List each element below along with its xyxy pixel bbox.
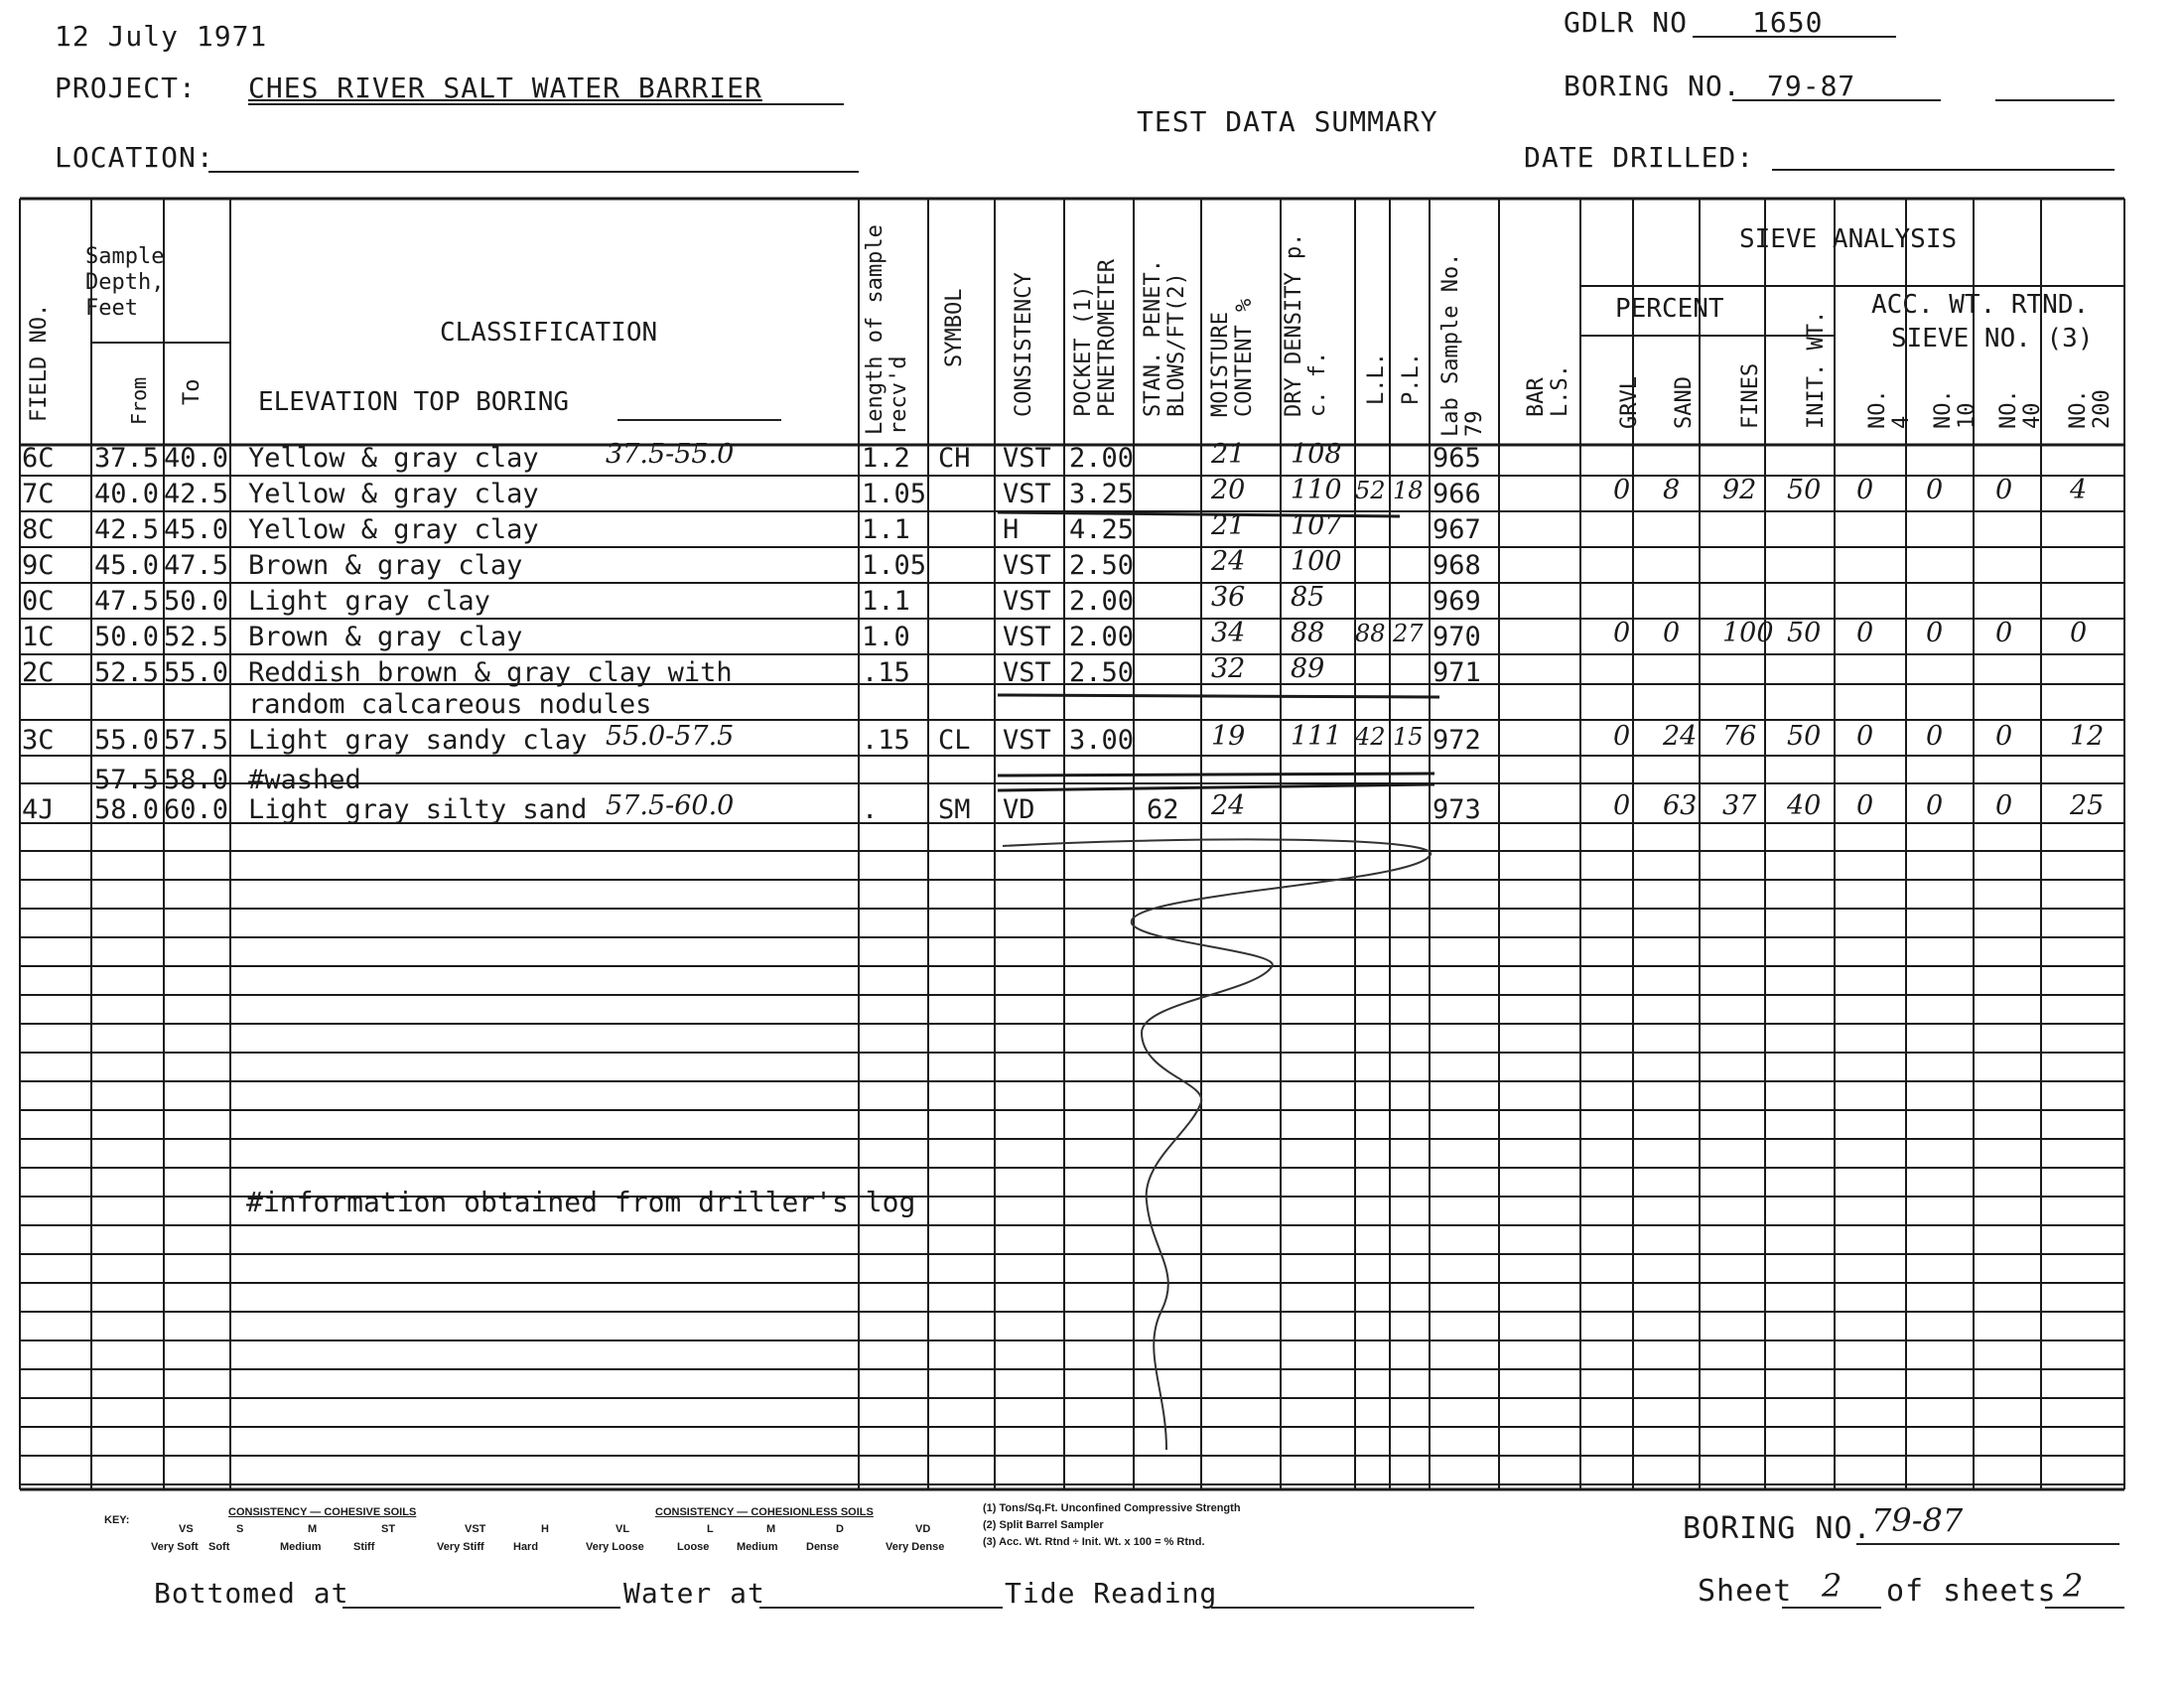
- col-lab-sample: Lab Sample No. 79: [1438, 252, 1487, 437]
- col-sieve-no: SIEVE NO. (3): [1891, 324, 2094, 353]
- cell-initwt: 50: [1787, 475, 1822, 505]
- legend-name: Dense: [806, 1541, 840, 1553]
- cell-pocket: 3.00: [1069, 725, 1135, 756]
- legend-code: S: [236, 1523, 244, 1535]
- cell-from: 50.0: [94, 622, 160, 652]
- bottomed-field: [342, 1607, 620, 1609]
- legend-cohesive: CONSISTENCY — COHESIVE SOILS: [228, 1506, 417, 1518]
- cell-dry: 88: [1291, 618, 1325, 648]
- col-no10: NO. 10: [1931, 389, 1979, 429]
- cell-moist: 36: [1211, 582, 1246, 613]
- cell-sym: CH: [938, 443, 971, 474]
- cell-pocket: 2.00: [1069, 586, 1135, 617]
- cell-moist: 24: [1211, 790, 1246, 821]
- cell-cons: H: [1003, 514, 1020, 545]
- legend-name: Very Loose: [586, 1541, 644, 1553]
- col-init-wt: INIT. WT.: [1804, 310, 1829, 429]
- cell-dry: 110: [1291, 475, 1342, 505]
- cell-n200: 12: [2070, 721, 2105, 752]
- cell-initwt: 50: [1787, 721, 1822, 752]
- cell-dry: 85: [1291, 582, 1325, 613]
- legend-cohesionless: CONSISTENCY — COHESIONLESS SOILS: [655, 1506, 874, 1518]
- col-fines: FINES: [1738, 362, 1763, 429]
- cell-ll: 88: [1355, 620, 1386, 647]
- legend-code: H: [541, 1523, 549, 1535]
- col-bar-ls: BAR L.S.: [1524, 364, 1572, 417]
- cell-fines: 100: [1722, 618, 1774, 648]
- col-sand: SAND: [1672, 376, 1697, 429]
- cell-len: 1.1: [862, 514, 910, 545]
- col-to: To: [180, 378, 205, 405]
- cell-desc: Light gray silty sand: [248, 794, 588, 825]
- cell-from: 57.5: [94, 765, 160, 795]
- cell-len: 1.05: [862, 550, 927, 581]
- cell-desc: Yellow & gray clay: [248, 479, 539, 509]
- cell-moist: 21: [1211, 510, 1246, 541]
- cell-field: 1C: [22, 622, 55, 652]
- legend-note2: (2) Split Barrel Sampler: [983, 1519, 1104, 1531]
- cell-dry: 108: [1291, 439, 1342, 470]
- legend-code: VD: [915, 1523, 931, 1535]
- cell-lab: 968: [1433, 550, 1481, 581]
- boring-label: BORING NO.: [1564, 70, 1741, 102]
- col-ll: L.L.: [1364, 352, 1389, 405]
- cell-len: .: [862, 794, 879, 825]
- col-from: From: [127, 376, 151, 425]
- cell-to: 42.5: [164, 479, 229, 509]
- cell-len: .15: [862, 657, 910, 688]
- cell-to: 45.0: [164, 514, 229, 545]
- boring-value: 79-87: [1767, 70, 1856, 102]
- water-field: [759, 1607, 1003, 1609]
- cell-lab: 967: [1433, 514, 1481, 545]
- cell-to: 57.5: [164, 725, 229, 756]
- cell-ll: 42: [1355, 723, 1386, 751]
- legend-name: Very Dense: [886, 1541, 945, 1553]
- cell-dry: 89: [1291, 653, 1325, 684]
- legend-name: Medium: [280, 1541, 322, 1553]
- cell-pocket: 2.00: [1069, 622, 1135, 652]
- legend-code: D: [836, 1523, 844, 1535]
- cell-field: 3C: [22, 725, 55, 756]
- cell-lab: 973: [1433, 794, 1481, 825]
- cell-sand: 63: [1663, 790, 1698, 821]
- cell-moist: 20: [1211, 475, 1246, 505]
- cell-from: 45.0: [94, 550, 160, 581]
- col-pl: P.L.: [1399, 352, 1424, 405]
- legend-name: Medium: [737, 1541, 778, 1553]
- project-label: PROJECT:: [55, 71, 197, 104]
- legend-name: Stiff: [353, 1541, 375, 1553]
- cell-fines: 92: [1722, 475, 1757, 505]
- cell-dry: 111: [1291, 721, 1342, 752]
- of-sheets-label: of sheets: [1886, 1574, 2057, 1609]
- footer-boring-value: 79-87: [1871, 1501, 1964, 1539]
- cell-n4: 0: [1856, 790, 1874, 821]
- tide-label: Tide Reading: [1005, 1577, 1218, 1610]
- legend-name: Very Stiff: [437, 1541, 484, 1553]
- cell-desc: Brown & gray clay: [248, 622, 523, 652]
- cell-from: 37.5: [94, 443, 160, 474]
- cell-n10: 0: [1926, 721, 1944, 752]
- of-sheets-underline: [2045, 1607, 2124, 1609]
- cell-desc: Brown & gray clay: [248, 550, 523, 581]
- legend-code: M: [308, 1523, 318, 1535]
- cell-initwt: 40: [1787, 790, 1822, 821]
- gdlr-value: 1650: [1752, 6, 1824, 39]
- footer-boring-underline: [1856, 1543, 2119, 1545]
- cell-cons: VST: [1003, 622, 1051, 652]
- cell-pocket: 2.00: [1069, 443, 1135, 474]
- cell-field: 0C: [22, 586, 55, 617]
- col-no40: NO. 40: [1996, 389, 2045, 429]
- col-no200: NO. 200: [2066, 389, 2115, 429]
- legend-code: VST: [465, 1523, 486, 1535]
- col-field-no: FIELD NO.: [27, 303, 52, 422]
- cell-initwt: 50: [1787, 618, 1822, 648]
- cell-sand: 8: [1663, 475, 1681, 505]
- cell-fines: 76: [1722, 721, 1757, 752]
- col-consistency: CONSISTENCY: [1012, 272, 1036, 417]
- col-sample-depth: Sample Depth, Feet: [85, 244, 165, 321]
- footnote-row: #information obtained from driller's log: [246, 1186, 916, 1218]
- legend-note1: (1) Tons/Sq.Ft. Unconfined Compressive Strength: [983, 1502, 1241, 1514]
- cell-pl: 27: [1393, 620, 1424, 647]
- cell-moist: 21: [1211, 439, 1246, 470]
- cell-grvl: 0: [1613, 721, 1631, 752]
- cell-len: .15: [862, 725, 910, 756]
- cell-moist: 19: [1211, 721, 1246, 752]
- cell-n10: 0: [1926, 618, 1944, 648]
- strike-mark: [998, 695, 1439, 697]
- cell-to: 40.0: [164, 443, 229, 474]
- cell-field: 4J: [22, 794, 55, 825]
- cell-cons: VD: [1003, 794, 1035, 825]
- cell-desc: Yellow & gray clay: [248, 443, 539, 474]
- document-title: TEST DATA SUMMARY: [1137, 105, 1438, 138]
- cell-ll: 52: [1355, 477, 1386, 504]
- cell-from: 55.0: [94, 725, 160, 756]
- cell-from: 58.0: [94, 794, 160, 825]
- col-sieve-analysis: SIEVE ANALYSIS: [1739, 224, 1958, 254]
- cell-cons: VST: [1003, 443, 1051, 474]
- cell-len: 1.05: [862, 479, 927, 509]
- cell-from: 40.0: [94, 479, 160, 509]
- location-label: LOCATION:: [55, 141, 214, 174]
- cell-moist: 32: [1211, 653, 1246, 684]
- legend-code: VL: [615, 1523, 630, 1535]
- col-elevation: ELEVATION TOP BORING: [258, 387, 570, 417]
- cell-pocket: 2.50: [1069, 550, 1135, 581]
- sheet-underline: [1782, 1607, 1881, 1609]
- col-acc-wt: ACC. WT. RTND.: [1871, 290, 2090, 320]
- cell-sand: 24: [1663, 721, 1698, 752]
- date-drilled-label: DATE DRILLED:: [1524, 141, 1755, 174]
- project-value: CHES RIVER SALT WATER BARRIER: [248, 71, 762, 104]
- cell-pocket: 3.25: [1069, 479, 1135, 509]
- col-length: Length of sample recv'd: [863, 224, 911, 435]
- cell-n10: 0: [1926, 790, 1944, 821]
- cell-desc: random calcareous nodules: [248, 689, 652, 720]
- cell-lab: 970: [1433, 622, 1481, 652]
- report-date: 12 July 1971: [55, 20, 268, 53]
- col-percent: PERCENT: [1615, 294, 1724, 324]
- cell-from: 52.5: [94, 657, 160, 688]
- legend-code: L: [707, 1523, 714, 1535]
- cell-cons: VST: [1003, 657, 1051, 688]
- cell-pocket: 2.50: [1069, 657, 1135, 688]
- cell-fines: 37: [1722, 790, 1757, 821]
- cell-to: 55.0: [164, 657, 229, 688]
- cell-to: 58.0: [164, 765, 229, 795]
- col-symbol: SYMBOL: [942, 288, 967, 367]
- legend-code: M: [766, 1523, 776, 1535]
- cell-sand: 0: [1663, 618, 1681, 648]
- cell-grvl: 0: [1613, 618, 1631, 648]
- cell-to: 60.0: [164, 794, 229, 825]
- cell-n200: 25: [2070, 790, 2105, 821]
- strike-mark: [998, 774, 1434, 776]
- col-classification: CLASSIFICATION: [440, 318, 658, 348]
- cell-dry: 107: [1291, 510, 1342, 541]
- bottomed-label: Bottomed at: [154, 1577, 349, 1610]
- legend-code: ST: [381, 1523, 396, 1535]
- cell-cons: VST: [1003, 725, 1051, 756]
- cell-n40: 0: [1995, 721, 2013, 752]
- cell-n40: 0: [1995, 618, 2013, 648]
- cell-desc: #washed: [248, 765, 361, 795]
- cell-to: 50.0: [164, 586, 229, 617]
- cell-n200: 4: [2070, 475, 2088, 505]
- cell-desc: Yellow & gray clay: [248, 514, 539, 545]
- cell-cons: VST: [1003, 550, 1051, 581]
- cell-len: 1.2: [862, 443, 910, 474]
- cell-n40: 0: [1995, 475, 2013, 505]
- cell-cons: VST: [1003, 586, 1051, 617]
- end-of-log-scribble: [1003, 839, 1431, 1450]
- cell-field: 6C: [22, 443, 55, 474]
- col-grvl: GRVL: [1617, 376, 1642, 429]
- cell-n4: 0: [1856, 618, 1874, 648]
- col-moisture: MOISTURE CONTENT %: [1208, 298, 1257, 417]
- cell-n4: 0: [1856, 721, 1874, 752]
- col-pocket-penetrometer: POCKET (1) PENETROMETER: [1071, 259, 1120, 417]
- cell-field: 9C: [22, 550, 55, 581]
- cell-lab: 966: [1433, 479, 1481, 509]
- cell-len: 1.1: [862, 586, 910, 617]
- cell-moist: 24: [1211, 546, 1246, 577]
- cell-grvl: 0: [1613, 475, 1631, 505]
- col-no4: NO. 4: [1865, 389, 1914, 429]
- legend-code: VS: [179, 1523, 194, 1535]
- gdlr-label: GDLR NO: [1564, 6, 1689, 39]
- cell-field: 7C: [22, 479, 55, 509]
- cell-len: 1.0: [862, 622, 910, 652]
- legend-name: Loose: [677, 1541, 710, 1553]
- cell-desc: Light gray sandy clay: [248, 725, 588, 756]
- cell-lab: 971: [1433, 657, 1481, 688]
- cell-note: 55.0-57.5: [606, 721, 735, 752]
- cell-grvl: 0: [1613, 790, 1631, 821]
- legend-name: Hard: [513, 1541, 539, 1553]
- cell-to: 52.5: [164, 622, 229, 652]
- cell-lab: 965: [1433, 443, 1481, 474]
- cell-dry: 100: [1291, 546, 1342, 577]
- col-dry-density: DRY DENSITY p. c. f.: [1282, 232, 1330, 417]
- cell-pl: 18: [1393, 477, 1424, 504]
- sheet-value: 2: [1822, 1567, 1843, 1605]
- cell-n40: 0: [1995, 790, 2013, 821]
- cell-cons: VST: [1003, 479, 1051, 509]
- cell-field: 8C: [22, 514, 55, 545]
- cell-desc: Reddish brown & gray clay with: [248, 657, 733, 688]
- cell-field: 2C: [22, 657, 55, 688]
- cell-n4: 0: [1856, 475, 1874, 505]
- of-sheets-value: 2: [2063, 1567, 2084, 1605]
- cell-note: 37.5-55.0: [606, 439, 735, 470]
- legend-name: Soft: [208, 1541, 230, 1553]
- cell-sym: SM: [938, 794, 971, 825]
- cell-moist: 34: [1211, 618, 1246, 648]
- cell-spt: 62: [1147, 794, 1179, 825]
- cell-lab: 972: [1433, 725, 1481, 756]
- col-stan-penet: STAN. PENET. BLOWS/FT(2): [1141, 259, 1189, 417]
- footer-boring-label: BORING NO.: [1683, 1511, 1872, 1546]
- water-label: Water at: [623, 1577, 765, 1610]
- cell-from: 42.5: [94, 514, 160, 545]
- cell-pl: 15: [1393, 723, 1424, 751]
- tide-field: [1211, 1607, 1474, 1609]
- cell-note: 57.5-60.0: [606, 790, 735, 821]
- cell-desc: Light gray clay: [248, 586, 490, 617]
- cell-sym: CL: [938, 725, 971, 756]
- cell-pocket: 4.25: [1069, 514, 1135, 545]
- legend-key: KEY:: [104, 1514, 130, 1526]
- cell-from: 47.5: [94, 586, 160, 617]
- cell-n200: 0: [2070, 618, 2088, 648]
- legend-name: Very Soft: [151, 1541, 199, 1553]
- cell-n10: 0: [1926, 475, 1944, 505]
- elevation-field: [617, 419, 781, 421]
- legend-note3: (3) Acc. Wt. Rtnd ÷ Init. Wt. x 100 = % Rtnd.: [983, 1536, 1205, 1548]
- cell-lab: 969: [1433, 586, 1481, 617]
- sheet-label: Sheet: [1698, 1574, 1793, 1609]
- cell-to: 47.5: [164, 550, 229, 581]
